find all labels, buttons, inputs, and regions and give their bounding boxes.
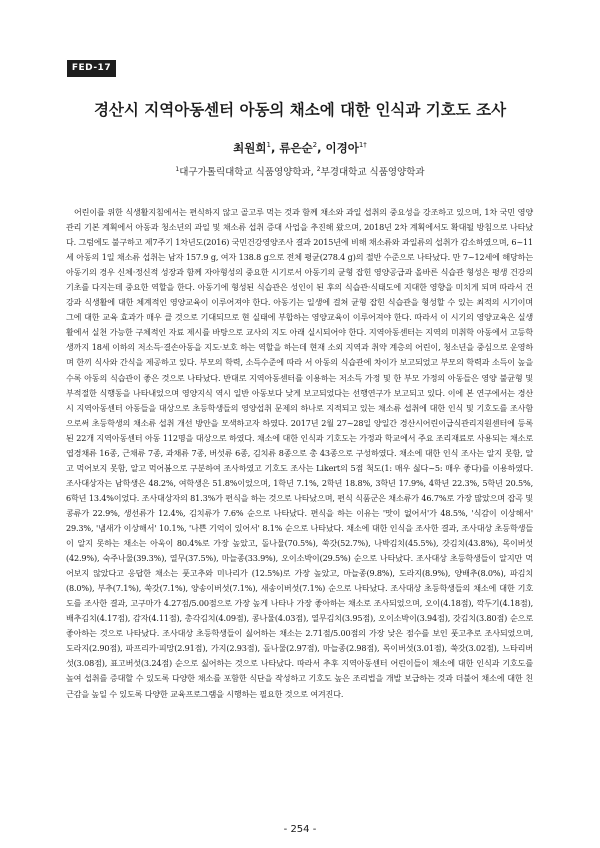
affiliation-mark: 1 — [175, 165, 180, 173]
author-affiliation-mark: 2 — [312, 141, 318, 150]
affiliation-list — [0, 164, 600, 178]
author-separator: , — [270, 141, 280, 155]
affiliation-text: 부경대학교 식품영양학과 — [320, 167, 425, 178]
paper-title: 경산시 지역아동센터 아동의 채소에 대한 인식과 기호도 조사 — [93, 101, 507, 119]
affiliation-separator: , — [310, 167, 317, 178]
author-name: 최원희 — [233, 141, 267, 155]
author-separator: , — [317, 141, 326, 155]
page-number: - 254 - — [283, 824, 317, 835]
author-name: 이경아 — [325, 141, 359, 155]
affiliation-text: 대구가톨릭대학교 식품영양학과 — [179, 167, 311, 178]
author-affiliation-mark: 1† — [358, 141, 367, 150]
abstract-body: 어린이를 위한 식생활지침에서는 편식하지 않고 골고루 먹는 것과 함께 채소와 과일 섭취의 중요성을 강조하고 있으며, 1차 국민 영양 관리 기본 계획에서 아동과 청소년의 과일 및 채소류 섭취 증대 사업을 추진해 왔으며, 2018년 2차 계획에서도 확대될 방침으로 나타났다. 그럼에도 불구하고 제7주기 1차년도(2016) 국민건강영양조사 결과 2015년에 비해 채소류와 과일류의 섭취가 감소하였으며, 6~11세 아동의 1일 채소류 섭취는 남자 157.9 g, 여자 138.8 g으로 전체 평균(278.4 g)의 절반 수준으로 나타났다. 만 7~12세에 해당하는 아동기의 경우 신체·정신적 성장과 함께 자아형성의 중요한 시기로서 아동기의 균형 잡힌 영양공급과 올바른 식습관 형성은 평생 건강의 기초를 다지는데 중요한 역할을 한다. 아동기에 형성된 식습관은 성인이 된 후의 식습관·식태도에 지대한 영향을 미치게 되며 따라서 건강과 식생활에 대한 체계적인 영양교육이 이루어져야 한다. 아동기는 일생에 걸쳐 균형 잡힌 식습관을 형성할 수 있는 최적의 시기이며 그에 대한 교육 효과가 매우 클 것으로 기대되므로 현 실태에 부합하는 영양교육이 이루어져야 한다. 따라서 이 시기의 영양교육은 실생활에서 실천 가능한 구체적인 자료 제시를 바탕으로 교사의 지도 아래 실시되어야 한다. 지역아동센터는 지역의 미취학 아동에서 고등학생까지 18세 이하의 저소득·결손아동을 지도·보호 하는 역할을 하는데 현재 소외 지역과 취약 계층의 어린이, 청소년을 중심으로 운영하며 한끼 식사와 간식을 제공하고 있다. 부모의 학력, 소득수준에 따라 서 아동의 식습관에 차이가 보고되었고 부모의 학력과 소득이 높을수록 아동의 식습관이 좋은 것으로 나타났다. 반대로 지역아동센터를 이용하는 저소득 가정 및 한 부모 가정의 아동들은 영양 불균형 및 부적절한 식행동을 나타내었으며 영양지식 역시 일반 아동보다 낮게 보고되었다는 선행연구가 보고되고 있다. 이에 본 연구에서는 경산시 지역아동센터 아동들을 대상으로 초등학생들의 영양섭취 문제의 하나로 지적되고 있는 채소류 섭취에 대한 인식 및 기호도를 조사함으로써 초등학생의 채소류 섭취 개선 방안을 모색하고자 하였다. 2017년 2월 27~28일 양일간 경산시어린이급식관리지원센터에 등록된 22개 지역아동센터 아동 112명을 대상으로 하였다. 채소에 대한 인식과 기호도는 가정과 학교에서 주요 조리재료로 사용되는 채소로 엽경채류 16종, 근채류 7종, 과채류 7종, 버섯류 6종, 김치류 8종으로 총 43종으로 구성하였다. 채소에 대한 인식 조사는 알지 못함, 알고 먹어보지 못함, 알고 먹어봄으로 구분하여 조사하였고 기호도 조사는 Likert의 5점 척도(1: 매우 싫다~5: 매우 좋다)를 이용하였다. 조사대상자는 남학생은 48.2%, 여학생은 51.8%이었으며, 1학년 7.1%, 2학년 18.8%, 3학년 17.9%, 4학년 22.3%, 5학년 20.5%, 6학년 13.4%이었다. 조사대상자의 81.3%가 편식을 하는 것으로 나타났으며, 편식 식품군은 채소류가 46.7%로 가장 많았으며 잡곡 및 콩류가 22.9%, 생선류가 12.4%, 김치류가 7.6% 순으로 나타났다. 편식을 하는 이유는 '맛이 없어서'가 48.5%, '식감이 이상해서' 29.3%, '냄새가 이상해서' 10.1%, '나쁜 기억이 있어서' 8.1% 순으로 나타났다. 채소에 대한 인식을 조사한 결과, 조사대상 초등학생들이 알지 못하는 채소는 아욱이 80.4%로 가장 높았고, 돌나물(70.5%), 쑥갓(52.7%), 나박김치(45.5%), 갓김치(43.8%), 목이버섯(42.9%), 숙주나물(39.3%), 열무(37.5%), 마늘종(33.9%), 오이소박이(29.5%) 순으로 나타났다. 조사대상 초등학생들이 알지만 먹어보지 않았다고 응답한 채소는 풋고추와 미나리가 (12.5%)로 가장 높았고, 마늘종(9.8%), 도라지(8.9%), 양배추(8.0%), 파김치(8.0%), 부추(7.1%), 쑥갓(7.1%), 양송이버섯(7.1%), 새송이버섯(7.1%) 순으로 나타났다. 조사대상 초등학생들의 채소에 대한 기호도를 조사한 결과, 고구마가 4.27점/5.00점으로 가장 높게 나타나 가장 좋아하는 채소로 조사되었으며, 오이(4.18점), 깍두기(4.18점), 배추김치(4.17점), 감자(4.11점), 총각김치(4.09점), 콩나물(4.03점), 열무김치(3.95점), 오이소박이(3.94점), 갓김치(3.80점) 순으로 좋아하는 것으로 나타났다. 조사대상 초등학생들이 싫어하는 채소는 2.71점/5.00점의 가장 낮은 점수를 보인 풋고추로 조사되었으며, 도라지(2.90점), 파프리카·피망(2.91점), 가지(2.93점), 돌나물(2.97점), 마늘종(2.98점), 목이버섯(3.01점), 쑥갓(3.02점), 느타리버섯(3.08점), 표고버섯(3.24점) 순으로 싫어하는 것으로 나타났다. 따라서 추후 지역아동센터 어린이들이 채소에 대한 인식과 기호도를 높여 섭취를 증대할 수 있도록 다양한 채소를 포함한 식단을 작성하고 기호도 높은 조리법을 개발 보급하는 것과 더불어 채소에 대한 친근감을 높일 수 있도록 다양한 교육프로그램을 시행하는 필요한 것으로 여겨진다. — [66, 207, 533, 699]
author-affiliation-mark: 1 — [266, 141, 271, 150]
affiliation-mark: 2 — [316, 165, 321, 173]
author-list — [0, 140, 600, 156]
session-code-tag: FED-17 — [67, 60, 116, 77]
author-name: 류은순 — [279, 141, 313, 155]
